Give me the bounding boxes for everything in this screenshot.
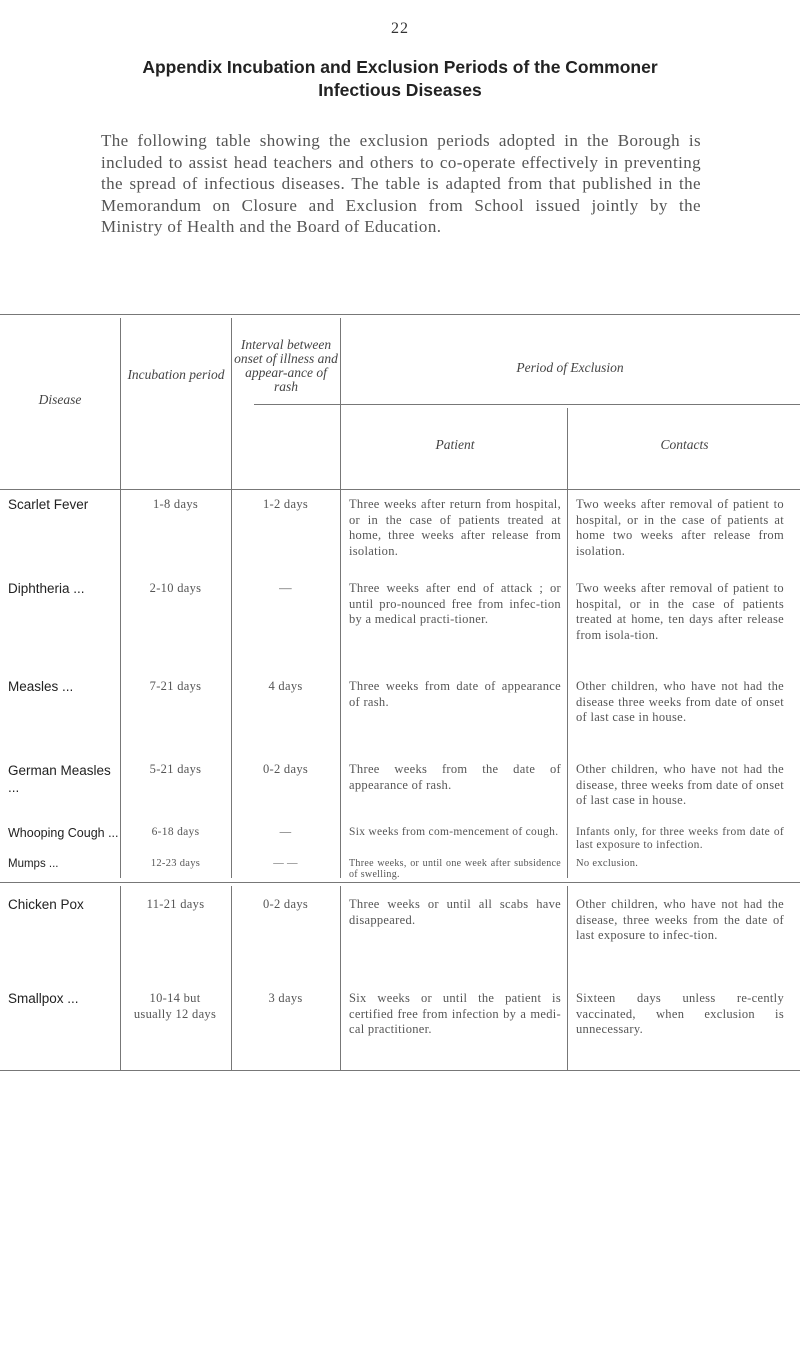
- row-incubation: 1-8 days: [152, 497, 199, 511]
- header-patient: Patient: [435, 437, 475, 452]
- row-incubation: 2-10 days: [149, 581, 202, 595]
- row-interval: 4 days: [268, 679, 303, 693]
- row-interval: —: [279, 581, 292, 595]
- header-disease: Disease: [38, 392, 82, 407]
- column-divider: [567, 408, 568, 878]
- row-interval: —: [279, 826, 292, 838]
- row-contacts: Other children, who have not had the disease, three weeks from date of onset of last case in house.: [576, 762, 784, 807]
- row-interval: 3 days: [268, 991, 303, 1005]
- row-contacts: Two weeks after removal of patient to hospital, or in the case of patients at home two weeks after release from isolation.: [576, 497, 784, 558]
- row-disease: Whooping Cough ...: [8, 826, 119, 840]
- row-patient: Six weeks or until the patient is certified free from infection by a medi-cal practitioner.: [349, 991, 561, 1036]
- table-bottom-rule: [0, 882, 800, 883]
- column-divider: [340, 886, 341, 1070]
- row-incubation: 12-23 days: [150, 858, 201, 869]
- row-patient: Three weeks after return from hospital, or in the case of patients treated at home, three weeks after release from isolation.: [349, 497, 561, 558]
- header-period-of-exclusion: Period of Exclusion: [516, 360, 624, 375]
- title-line-1: Appendix Incubation and Exclusion Periods of the Commoner: [142, 57, 658, 77]
- column-divider: [340, 318, 341, 878]
- row-contacts: Sixteen days unless re-cently vaccinated, when exclusion is unnecessary.: [576, 991, 784, 1036]
- row-disease: German Measles ...: [8, 763, 111, 795]
- exclusion-divider-rule: [254, 404, 800, 405]
- row-interval: 0-2 days: [262, 897, 309, 911]
- column-divider: [120, 886, 121, 1070]
- row-patient: Three weeks from date of appearance of rash.: [349, 679, 561, 709]
- column-divider: [231, 886, 232, 1070]
- row-incubation: 11-21 days: [146, 897, 205, 911]
- row-contacts: Other children, who have not had the disease three weeks from date of onset of last case in house.: [576, 679, 784, 724]
- row-patient: Three weeks from the date of appearance of rash.: [349, 762, 561, 792]
- title-line-2: Infectious Diseases: [318, 80, 482, 100]
- header-contacts: Contacts: [660, 437, 709, 452]
- row-contacts: Other children, who have not had the disease, three weeks from the date of last exposure to infec-tion.: [576, 897, 784, 942]
- intro-paragraph: The following table showing the exclusion periods adopted in the Borough is included to assist head teachers and others to co-operate effectively in preventing the spread of infectious diseases. The table is adapted from that published in the Memorandum on Closure and Exclusion from School issued jointly by the Ministry of Health and the Board of Education.: [101, 131, 701, 236]
- table-top-rule: [0, 314, 800, 315]
- page-number: 22: [391, 20, 409, 37]
- row-incubation: 6-18 days: [151, 826, 200, 838]
- page-title: [60, 56, 740, 102]
- row-disease: Chicken Pox: [8, 897, 84, 912]
- row-interval: 0-2 days: [262, 762, 309, 776]
- column-divider: [231, 318, 232, 878]
- row-contacts: No exclusion.: [576, 858, 639, 869]
- row-disease: Measles ...: [8, 679, 74, 694]
- table-continuation-bottom-rule: [0, 1070, 800, 1071]
- row-disease: Smallpox ...: [8, 991, 79, 1006]
- header-interval: Interval between onset of illness and appear-ance of rash: [234, 337, 338, 394]
- row-incubation: 5-21 days: [149, 762, 202, 776]
- column-divider: [120, 318, 121, 878]
- column-divider: [567, 886, 568, 1070]
- row-disease: Scarlet Fever: [8, 497, 89, 512]
- row-contacts: Infants only, for three weeks from date of last exposure to infection.: [576, 826, 784, 851]
- row-interval: — —: [273, 858, 298, 869]
- row-disease: Mumps ...: [8, 858, 59, 870]
- row-disease: Diphtheria ...: [8, 581, 85, 596]
- row-contacts: Two weeks after removal of patient to hospital, or in the case of patients treated at home, ten days after release from isola-tion.: [576, 581, 784, 642]
- row-patient: Three weeks after end of attack ; or until pro-nounced free from infec-tion by a medical practi-tioner.: [349, 581, 561, 626]
- row-patient: Three weeks, or until one week after subsidence of swelling.: [349, 858, 561, 880]
- header-incubation: Incubation period: [127, 367, 225, 382]
- row-patient: Three weeks or until all scabs have disappeared.: [349, 897, 561, 927]
- row-incubation: 10-14 but usually 12 days: [133, 991, 217, 1021]
- row-incubation: 7-21 days: [149, 679, 202, 693]
- row-interval: 1-2 days: [262, 497, 309, 511]
- row-patient: Six weeks from com-mencement of cough.: [349, 826, 559, 838]
